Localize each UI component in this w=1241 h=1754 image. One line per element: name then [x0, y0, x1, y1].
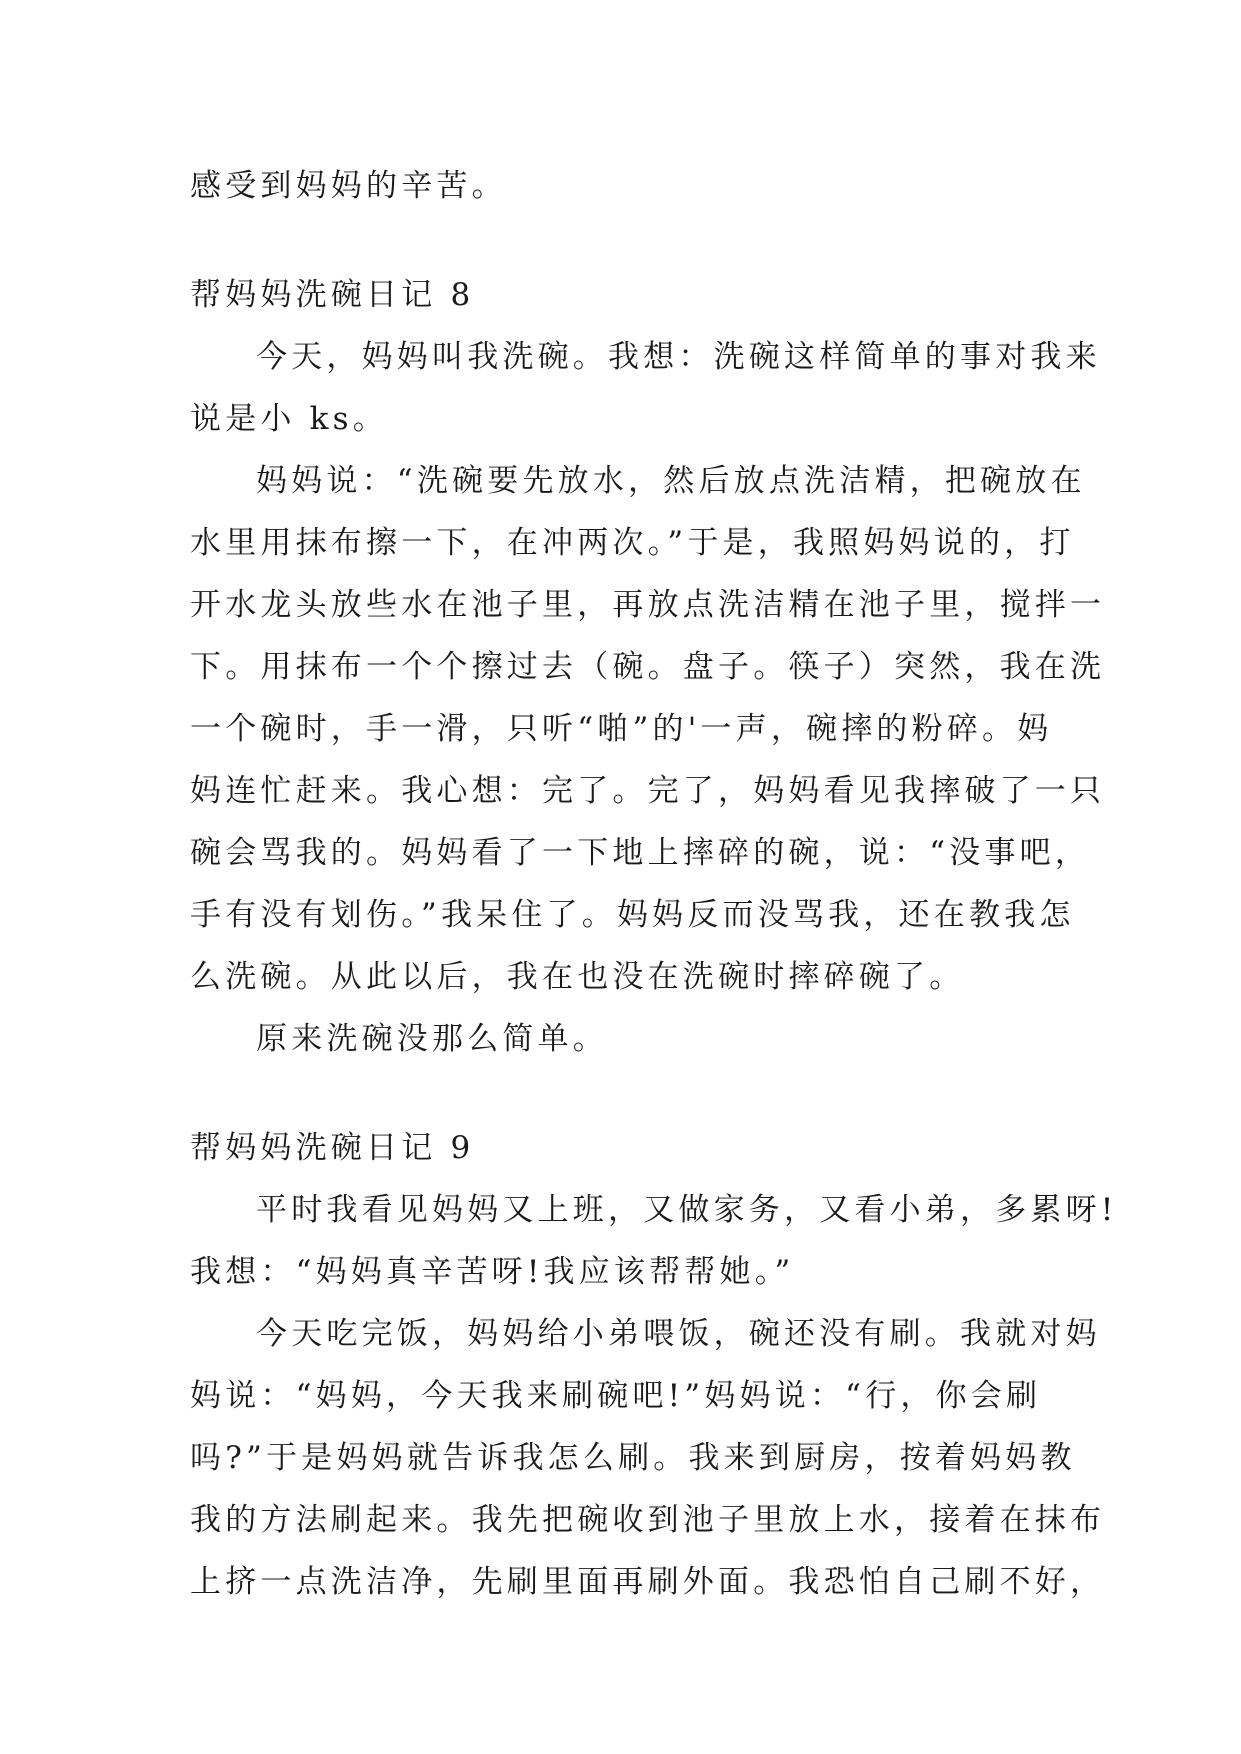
paragraph-line: 今天，妈妈叫我洗碗。我想：洗碗这样简单的事对我来 [256, 339, 1101, 375]
paragraph-line: 今天吃完饭，妈妈给小弟喂饭，碗还没有刷。我就对妈 [256, 1316, 1101, 1352]
paragraph-line: 说是小 ks。 [190, 401, 388, 437]
paragraph-line: 上挤一点洗洁净，先刷里面再刷外面。我恐怕自己刷不好， [190, 1564, 1106, 1600]
paragraph-line: 我想：“妈妈真辛苦呀!我应该帮帮她。” [190, 1254, 795, 1290]
paragraph-line: 碗会骂我的。妈妈看了一下地上摔碎的碗，说：“没事吧， [190, 835, 1091, 871]
paragraph-line: 水里用抹布擦一下，在冲两次。”于是，我照妈妈说的，打 [190, 525, 1075, 561]
section-gap [190, 1070, 1058, 1117]
paragraph-line: 么洗碗。从此以后，我在也没在洗碗时摔碎碗了。 [190, 959, 965, 995]
paragraph-line: 妈连忙赶来。我心想：完了。完了，妈妈看见我摔破了一只 [190, 773, 1106, 809]
paragraph-line: 开水龙头放些水在池子里，再放点洗洁精在池子里，搅拌一 [190, 587, 1106, 623]
section-title-entry-8: 帮妈妈洗碗日记 8 [190, 277, 475, 313]
document-body [190, 155, 1118, 1613]
paragraph-line: 感受到妈妈的辛苦。 [190, 168, 507, 204]
section-title-entry-9: 帮妈妈洗碗日记 9 [190, 1130, 475, 1166]
paragraph-line: 一个碗时，手一滑，只听“啪”的'一声，碗摔的粉碎。妈 [190, 711, 1053, 747]
section-gap [190, 217, 1058, 264]
paragraph-line: 妈妈说：“洗碗要先放水，然后放点洗洁精，把碗放在 [256, 463, 1086, 499]
paragraph-line: 妈说：“妈妈，今天我来刷碗吧!”妈妈说：“行，你会刷 [190, 1378, 1042, 1414]
paragraph-line: 手有没有划伤。”我呆住了。妈妈反而没骂我，还在教我怎 [190, 897, 1075, 933]
paragraph-line: 原来洗碗没那么简单。 [256, 1021, 608, 1057]
paragraph-line: 平时我看见妈妈又上班，又做家务，又看小弟，多累呀! [256, 1192, 1118, 1228]
paragraph-line: 下。用抹布一个个擦过去（碗。盘子。筷子）突然，我在洗 [190, 649, 1106, 685]
paragraph-line: 我的方法刷起来。我先把碗收到池子里放上水，接着在抹布 [190, 1502, 1106, 1538]
paragraph-line: 吗?”于是妈妈就告诉我怎么刷。我来到厨房，按着妈妈教 [190, 1440, 1076, 1476]
